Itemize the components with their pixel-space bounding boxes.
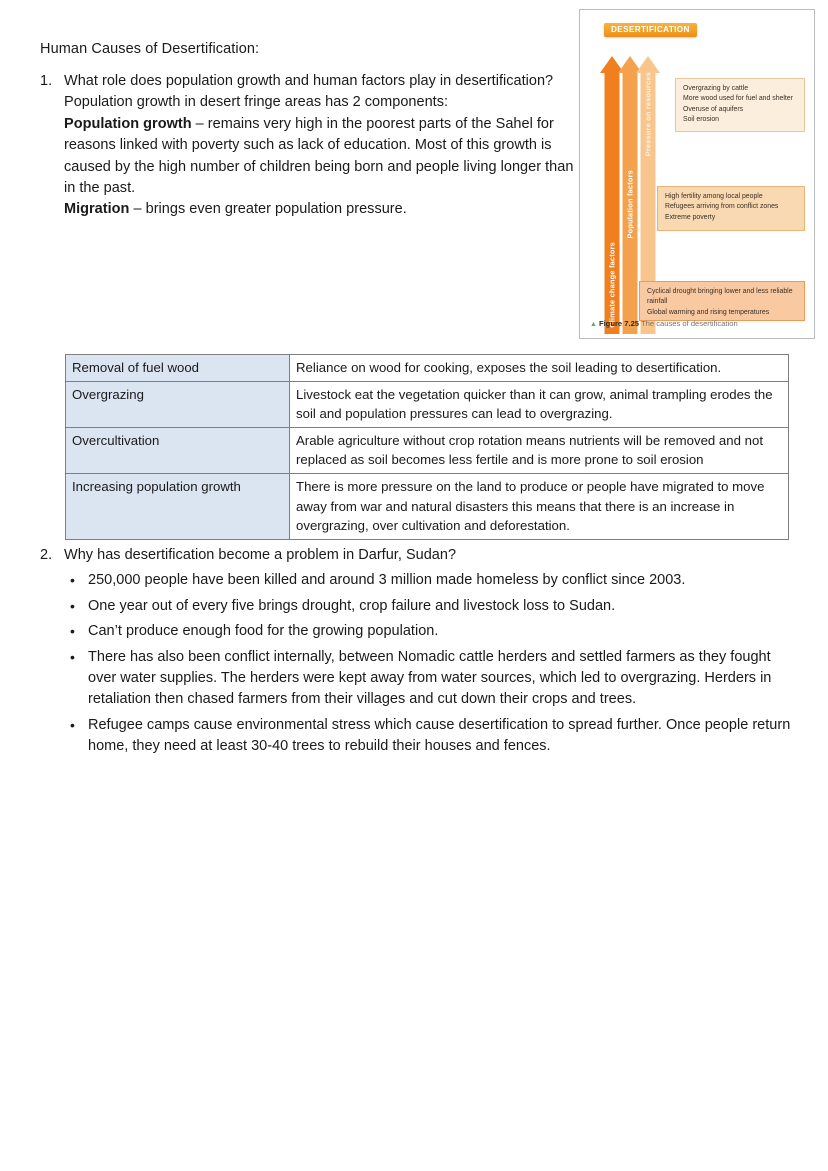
arrow-label-population-factors: Population factors [625,169,634,238]
list-item [64,570,800,591]
bullet-icon: • [70,597,75,614]
table-cell-detail: Arable agriculture without crop rotation means nutrients will be removed and not replaced as soil becomes less fertile and is more prone to soil erosion [290,428,789,474]
question-1-number: 1. [40,73,53,89]
causes-table-body [66,355,789,540]
list-item-text: Refugee camps cause environmental stress which cause desertification to spread further. Once people return home, they need at least 30-40 trees to rebuild their houses and fences. [88,716,791,755]
table-cell-detail: Livestock eat the vegetation quicker than it can grow, animal trampling erodes the soil and population pressures can lead to overgrazing. [290,382,789,428]
arrow-label-climate-change: Climate change factors [607,242,616,328]
figure-box-line: Global warming and rising temperatures [647,308,770,316]
causes-table [65,354,789,540]
figure-box-pressure-on-resources [675,78,805,132]
list-item-text: 250,000 people have been killed and around 3 million made homeless by conflict since 2003. [88,572,686,589]
question-1-block [40,71,580,221]
question-2-row [40,545,800,566]
figure-box-line: Cyclical drought bringing lower and less reliable rainfall [647,288,793,306]
migration-label: Migration [64,201,130,218]
figure-box-line: Overuse of aquifers [683,105,744,113]
arrow-label-pressure-on-resources: Pressure on resources [643,71,652,156]
table-row [66,382,789,428]
table-cell-detail: Reliance on wood for cooking, exposes the soil leading to desertification. [290,355,789,382]
figure-caption-text: The causes of desertification [641,319,738,328]
figure-box-line: Overgrazing by cattle [683,85,749,92]
figure-box-climate-change-factors [639,281,805,321]
figure-desertification-causes [579,9,815,339]
question-2-block [40,545,800,758]
page-title: Human Causes of Desertification: [40,41,260,57]
figure-content [585,14,810,334]
list-item [64,621,800,642]
bullet-icon: • [70,623,75,640]
question-2-bullets-wrapper [64,570,800,757]
arrow-head-icon [636,56,660,73]
population-growth-text: – remains very high in the poorest parts of the Sahel for reasons linked with poverty such as lack of education. Most of this growth is caused by the high number of children being born and people living longer than in the past. [64,115,574,197]
figure-caption-label: Figure 7.25 [598,319,640,328]
bullet-icon: • [70,716,75,733]
question-1-body [64,71,580,221]
table-row [66,474,789,539]
list-item-text: There has also been conflict internally, between Nomadic cattle herders and settled farmers as they fought over water supplies. The herders were kept away from water sources, which led to overgrazing. Herders in retaliation then chased farmers from their villages and cut down their crops and trees. [88,648,772,708]
list-item-text: One year out of every five brings drought, crop failure and livestock loss to Sudan. [88,597,616,614]
table-row [66,428,789,474]
list-item [64,715,800,758]
migration-text: – brings even greater population pressure. [129,201,407,218]
table-cell-cause: Overgrazing [66,382,290,428]
figure-box-line: More wood used for fuel and shelter [683,95,793,103]
list-item-text: Can’t produce enough food for the growing population. [88,623,439,640]
question-2-bullet-list [64,570,800,757]
question-1-point-2 [64,201,407,217]
question-1-point-1 [64,116,573,196]
figure-box-population-factors [657,186,805,231]
table-cell-cause: Removal of fuel wood [66,355,290,382]
figure-caption [590,318,738,330]
population-growth-label: Population growth [64,115,192,132]
question-2-prompt: Why has desertification become a problem in Darfur, Sudan? [64,547,457,563]
bullet-icon: • [70,648,75,665]
table-cell-cause: Overcultivation [66,428,290,474]
question-2-number: 2. [40,547,53,563]
triangle-marker-icon: ▲ [590,321,597,328]
bullet-icon: • [70,572,75,589]
figure-box-line: Extreme poverty [665,213,716,221]
list-item [64,596,800,617]
figure-box-line: Soil erosion [683,115,720,123]
table-cell-cause: Increasing population growth [66,474,290,539]
figure-box-line: Refugees arriving from conflict zones [665,203,779,211]
list-item [64,647,800,711]
desertification-banner: DESERTIFICATION [604,23,697,37]
question-1-row [40,71,580,221]
question-1-prompt: What role does population growth and human factors play in desertification? [64,73,554,89]
question-1-intro: Population growth in desert fringe areas has 2 components: [64,94,449,111]
table-row [66,355,789,382]
figure-box-line: High fertility among local people [665,193,763,200]
table-cell-detail: There is more pressure on the land to produce or people have migrated to move away from war and natural disasters this means that there is an increase in overgrazing, over cultivation and deforestation. [290,474,789,539]
